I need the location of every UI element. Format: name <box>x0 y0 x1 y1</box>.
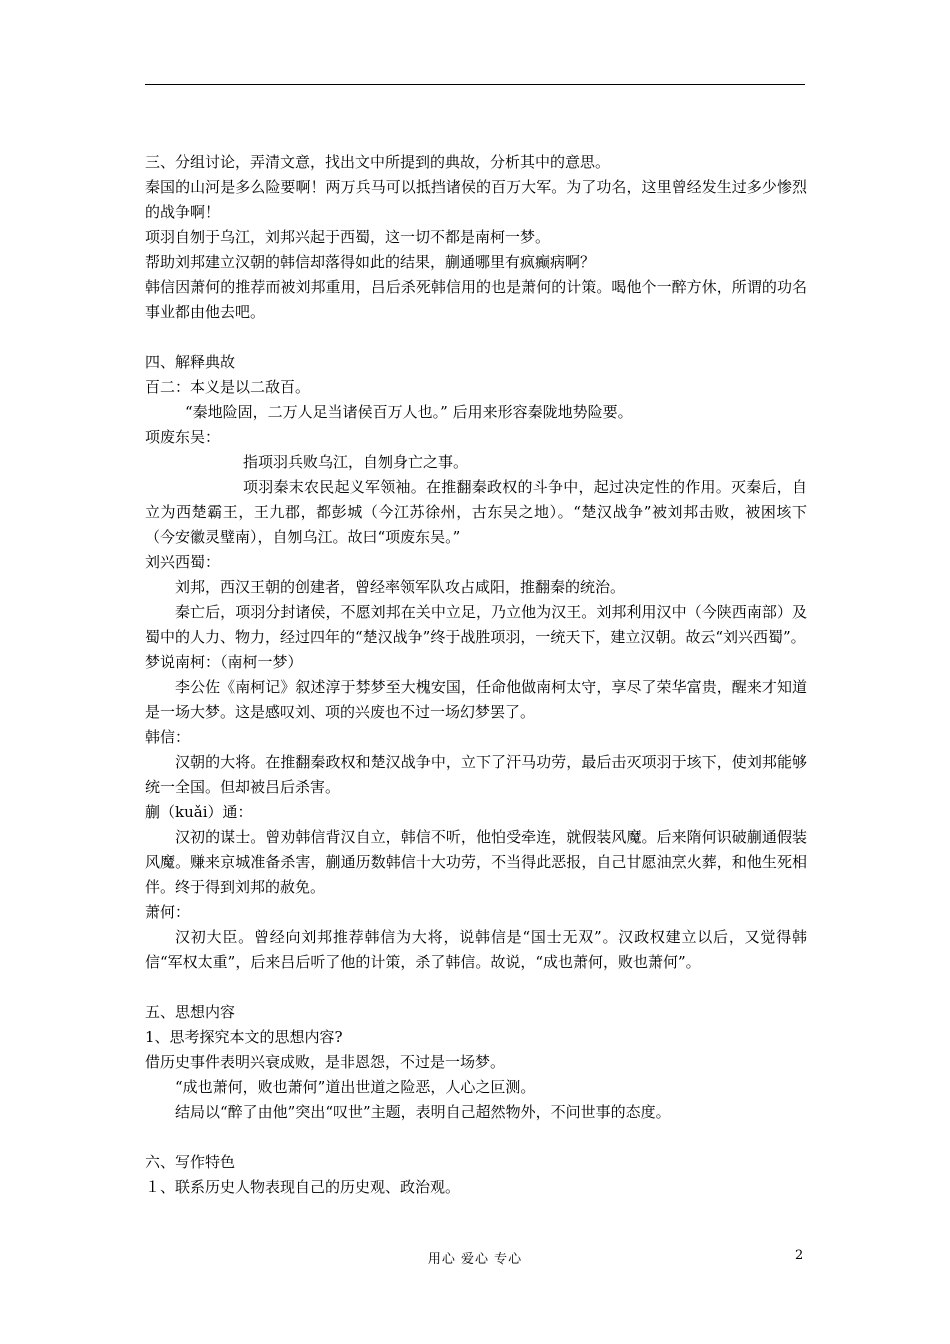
section-3-para-3: 帮助刘邦建立汉朝的韩信却落得如此的结果，蒯通哪里有疯癫病啊？ <box>145 253 596 271</box>
section-5-question: 1、思考探究本文的思想内容? <box>145 1028 343 1046</box>
section-3-para-2: 项羽自刎于乌江，刘邦兴起于西蜀，这一切不都是南柯一梦。 <box>145 228 551 246</box>
term-kuai-tong-def: 汉初的谋士。曾劝韩信背汉自立，韩信不听，他怕受牵连，就假装风魔。后来隋何识破蒯通假装风魔。赚来京城准备杀害，蒯通历数韩信十大功劳，不当得此恶报，自己甘愿油烹火葬，和他生死相伴。终于得到刘邦的赦免。 <box>145 828 807 896</box>
page-number: 2 <box>795 1248 804 1263</box>
term-liu-xing-xi-shu: 刘兴西蜀： <box>145 553 221 571</box>
term-meng-shuo-nan-ke: 梦说南柯：（南柯一梦） <box>145 653 303 671</box>
section-4-heading: 四、解释典故 <box>145 353 236 371</box>
section-5-answer-1: 借历史事件表明兴衰成败，是非恩怨，不过是一场梦。 <box>145 1053 506 1071</box>
section-3-para-4: 韩信因萧何的推荐而被刘邦重用，吕后杀死韩信用的也是萧何的计策。喝他个一醉方休，所谓的功名事业都由他去吧。 <box>145 278 807 321</box>
section-5-answer-3: 结局以“醉了由他”突出“叹世”主题，表明自己超然物外，不问世事的态度。 <box>175 1103 671 1121</box>
term-xiao-he: 萧何： <box>145 903 191 921</box>
section-3-heading: 三、分组讨论，弄清文意，找出文中所提到的典故，分析其中的意思。 <box>145 153 611 171</box>
term-han-xin-def: 汉朝的大将。在推翻秦政权和楚汉战争中，立下了汗马功劳，最后击灭项羽于垓下，使刘邦能够统一全国。但却被吕后杀害。 <box>145 753 807 796</box>
term-xiang-fei-dong-wu-def: 指项羽兵败乌江，自刎身亡之事。 <box>243 453 469 471</box>
term-liu-xing-xi-shu-detail: 秦亡后，项羽分封诸侯，不愿刘邦在关中立足，乃立他为汉王。刘邦利用汉中（今陕西南部）及蜀中的人力、物力，经过四年的“楚汉战争”终于战胜项羽，一统天下，建立汉朝。故云“刘兴西蜀”。 <box>145 603 807 646</box>
document-body <box>145 150 807 1200</box>
term-han-xin: 韩信： <box>145 728 191 746</box>
section-6-item-1: １、联系历史人物表现自己的历史观、政治观。 <box>145 1178 461 1196</box>
term-liu-xing-xi-shu-def: 刘邦，西汉王朝的创建者，曾经率领军队攻占咸阳，推翻秦的统治。 <box>175 578 626 596</box>
term-xiang-fei-dong-wu-detail: 项羽秦末农民起义军领袖。在推翻秦政权的斗争中，起过决定性的作用。灭秦后，自立为西楚霸王，王九郡，都彭城（今江苏徐州，古东吴之地）。“楚汉战争”被刘邦击败，被困垓下（今安徽灵璧南），自刎乌江。故曰“项废东吴。” <box>145 478 807 546</box>
section-5-heading: 五、思想内容 <box>145 1003 236 1021</box>
term-kuai-tong: 蒯（kuǎi）通： <box>145 803 253 821</box>
footer-motto: 用心 爱心 专心 <box>427 1252 523 1267</box>
header-rule <box>145 84 805 85</box>
section-3-para-1: 秦国的山河是多么险要啊！两万兵马可以抵挡诸侯的百万大军。为了功名，这里曾经发生过多少惨烈的战争啊！ <box>145 178 807 221</box>
term-meng-shuo-nan-ke-def: 李公佐《南柯记》叙述淳于棼梦至大槐安国，任命他做南柯太守，享尽了荣华富贵，醒来才知道是一场大梦。这是感叹刘、项的兴废也不过一场幻梦罢了。 <box>145 678 807 721</box>
term-bai-er-quote: “秦地险固，二万人足当诸侯百万人也。” 后用来形容秦陇地势险要。 <box>185 403 633 421</box>
section-5-answer-2: “成也萧何，败也萧何”道出世道之险恶，人心之叵测。 <box>175 1078 536 1096</box>
term-xiao-he-def: 汉初大臣。曾经向刘邦推荐韩信为大将，说韩信是“国士无双”。汉政权建立以后，又觉得韩信“军权太重”，后来吕后听了他的计策，杀了韩信。故说，“成也萧何，败也萧何”。 <box>145 928 807 971</box>
section-6-heading: 六、写作特色 <box>145 1153 236 1171</box>
term-xiang-fei-dong-wu: 项废东吴： <box>145 428 221 446</box>
term-bai-er: 百二：本义是以二敌百。 <box>145 378 311 396</box>
